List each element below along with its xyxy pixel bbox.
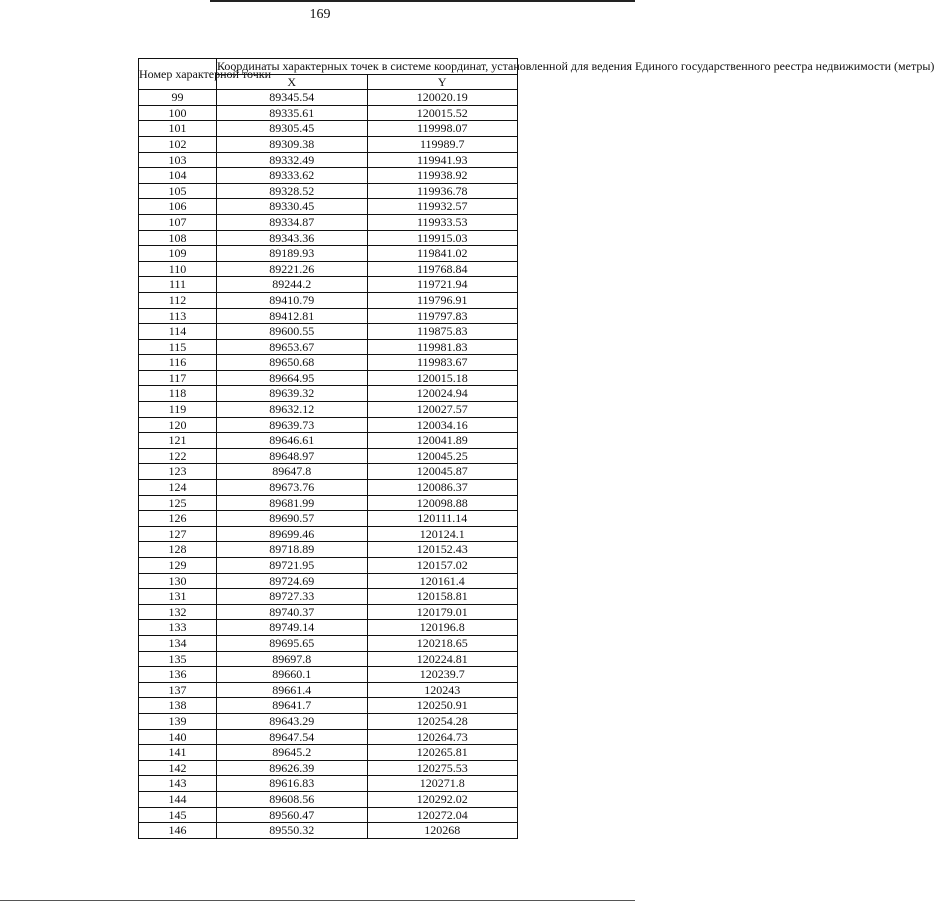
y-cell: 120250.91 [367, 698, 518, 714]
table-row [139, 308, 518, 324]
point-number-cell: 145 [139, 807, 217, 823]
point-number-cell: 121 [139, 433, 217, 449]
table-row [139, 526, 518, 542]
table-row [139, 292, 518, 308]
x-cell: 89653.67 [217, 339, 368, 355]
x-cell: 89749.14 [217, 620, 368, 636]
y-cell: 120179.01 [367, 604, 518, 620]
point-number-cell: 146 [139, 823, 217, 839]
point-number-cell: 141 [139, 745, 217, 761]
point-number-cell: 138 [139, 698, 217, 714]
point-number-cell: 123 [139, 464, 217, 480]
point-number-cell: 128 [139, 542, 217, 558]
y-cell: 119981.83 [367, 339, 518, 355]
point-number-cell: 139 [139, 713, 217, 729]
y-cell: 120041.89 [367, 433, 518, 449]
y-cell: 119797.83 [367, 308, 518, 324]
y-cell: 120224.81 [367, 651, 518, 667]
y-cell: 119938.92 [367, 168, 518, 184]
y-cell: 120275.53 [367, 760, 518, 776]
table-row [139, 261, 518, 277]
x-cell: 89699.46 [217, 526, 368, 542]
y-cell: 119875.83 [367, 324, 518, 340]
table-row [139, 776, 518, 792]
y-cell: 120020.19 [367, 90, 518, 106]
x-cell: 89333.62 [217, 168, 368, 184]
table-row [139, 480, 518, 496]
y-cell: 120243 [367, 682, 518, 698]
point-number-cell: 108 [139, 230, 217, 246]
x-cell: 89632.12 [217, 402, 368, 418]
point-number-cell: 133 [139, 620, 217, 636]
y-cell: 120015.18 [367, 370, 518, 386]
point-number-cell: 112 [139, 292, 217, 308]
x-cell: 89647.54 [217, 729, 368, 745]
table-row [139, 277, 518, 293]
y-cell: 120024.94 [367, 386, 518, 402]
table-row [139, 682, 518, 698]
table-row [139, 168, 518, 184]
point-number-cell: 99 [139, 90, 217, 106]
table-row [139, 713, 518, 729]
table-row [139, 729, 518, 745]
point-number-cell: 125 [139, 495, 217, 511]
point-number-cell: 140 [139, 729, 217, 745]
table-row [139, 464, 518, 480]
y-cell: 119983.67 [367, 355, 518, 371]
y-cell: 119941.93 [367, 152, 518, 168]
point-number-cell: 137 [139, 682, 217, 698]
y-cell: 120161.4 [367, 573, 518, 589]
point-number-header: Номер характерной точки [139, 59, 217, 90]
x-cell: 89560.47 [217, 807, 368, 823]
table-row [139, 355, 518, 371]
y-cell: 120015.52 [367, 105, 518, 121]
x-cell: 89626.39 [217, 760, 368, 776]
x-cell: 89343.36 [217, 230, 368, 246]
table-body [139, 90, 518, 839]
y-cell: 119989.7 [367, 136, 518, 152]
table-row [139, 183, 518, 199]
point-number-cell: 105 [139, 183, 217, 199]
table-row [139, 698, 518, 714]
x-cell: 89600.55 [217, 324, 368, 340]
y-cell: 120196.8 [367, 620, 518, 636]
y-cell: 120158.81 [367, 589, 518, 605]
x-header: X [217, 74, 368, 90]
x-cell: 89661.4 [217, 682, 368, 698]
point-number-cell: 131 [139, 589, 217, 605]
table-row [139, 136, 518, 152]
y-cell: 120272.04 [367, 807, 518, 823]
y-cell: 120271.8 [367, 776, 518, 792]
table-row [139, 433, 518, 449]
x-cell: 89330.45 [217, 199, 368, 215]
table-row [139, 121, 518, 137]
y-cell: 119915.03 [367, 230, 518, 246]
x-cell: 89664.95 [217, 370, 368, 386]
point-number-cell: 143 [139, 776, 217, 792]
x-cell: 89244.2 [217, 277, 368, 293]
point-number-cell: 109 [139, 246, 217, 262]
y-cell: 120268 [367, 823, 518, 839]
point-number-cell: 117 [139, 370, 217, 386]
x-cell: 89660.1 [217, 667, 368, 683]
x-cell: 89412.81 [217, 308, 368, 324]
page-number: 169 [309, 7, 331, 22]
y-cell: 119936.78 [367, 183, 518, 199]
x-cell: 89328.52 [217, 183, 368, 199]
table-row [139, 558, 518, 574]
x-cell: 89695.65 [217, 635, 368, 651]
point-number-cell: 103 [139, 152, 217, 168]
x-cell: 89639.73 [217, 417, 368, 433]
x-cell: 89616.83 [217, 776, 368, 792]
table-row [139, 386, 518, 402]
table-row [139, 370, 518, 386]
x-cell: 89189.93 [217, 246, 368, 262]
table-row [139, 604, 518, 620]
y-cell: 120292.02 [367, 791, 518, 807]
coordinates-table [138, 58, 934, 839]
point-number-cell: 142 [139, 760, 217, 776]
x-cell: 89724.69 [217, 573, 368, 589]
y-cell: 120045.25 [367, 448, 518, 464]
point-number-cell: 144 [139, 791, 217, 807]
y-cell: 120045.87 [367, 464, 518, 480]
y-cell: 119933.53 [367, 214, 518, 230]
y-cell: 120034.16 [367, 417, 518, 433]
y-cell: 120218.65 [367, 635, 518, 651]
table-row [139, 324, 518, 340]
table-row [139, 542, 518, 558]
point-number-cell: 116 [139, 355, 217, 371]
point-number-cell: 124 [139, 480, 217, 496]
table-row [139, 620, 518, 636]
table-row [139, 105, 518, 121]
x-cell: 89641.7 [217, 698, 368, 714]
y-cell: 120124.1 [367, 526, 518, 542]
x-cell: 89646.61 [217, 433, 368, 449]
y-cell: 120027.57 [367, 402, 518, 418]
point-number-cell: 118 [139, 386, 217, 402]
point-number-cell: 114 [139, 324, 217, 340]
y-cell: 120239.7 [367, 667, 518, 683]
point-number-cell: 134 [139, 635, 217, 651]
x-cell: 89309.38 [217, 136, 368, 152]
table-row [139, 246, 518, 262]
point-number-cell: 119 [139, 402, 217, 418]
table-row [139, 90, 518, 106]
x-cell: 89718.89 [217, 542, 368, 558]
x-cell: 89645.2 [217, 745, 368, 761]
point-number-cell: 115 [139, 339, 217, 355]
x-cell: 89721.95 [217, 558, 368, 574]
point-number-cell: 126 [139, 511, 217, 527]
y-cell: 120086.37 [367, 480, 518, 496]
table-row [139, 417, 518, 433]
point-number-cell: 122 [139, 448, 217, 464]
y-cell: 120111.14 [367, 511, 518, 527]
table-row [139, 635, 518, 651]
x-cell: 89740.37 [217, 604, 368, 620]
table-row [139, 573, 518, 589]
point-number-cell: 104 [139, 168, 217, 184]
x-cell: 89647.8 [217, 464, 368, 480]
point-number-cell: 110 [139, 261, 217, 277]
table-row [139, 667, 518, 683]
table-row [139, 823, 518, 839]
bottom-rule [0, 900, 635, 901]
point-number-cell: 135 [139, 651, 217, 667]
x-cell: 89673.76 [217, 480, 368, 496]
point-number-cell: 130 [139, 573, 217, 589]
table-row [139, 448, 518, 464]
table-row [139, 511, 518, 527]
x-cell: 89697.8 [217, 651, 368, 667]
y-cell: 120264.73 [367, 729, 518, 745]
table-row [139, 339, 518, 355]
point-number-cell: 102 [139, 136, 217, 152]
point-number-cell: 136 [139, 667, 217, 683]
x-cell: 89332.49 [217, 152, 368, 168]
y-cell: 119841.02 [367, 246, 518, 262]
table-row [139, 152, 518, 168]
x-cell: 89221.26 [217, 261, 368, 277]
table-row [139, 230, 518, 246]
y-cell: 119796.91 [367, 292, 518, 308]
x-cell: 89334.87 [217, 214, 368, 230]
y-header: Y [367, 74, 518, 90]
x-cell: 89681.99 [217, 495, 368, 511]
x-cell: 89550.32 [217, 823, 368, 839]
x-cell: 89727.33 [217, 589, 368, 605]
y-cell: 119721.94 [367, 277, 518, 293]
y-cell: 119932.57 [367, 199, 518, 215]
x-cell: 89305.45 [217, 121, 368, 137]
table-row [139, 760, 518, 776]
table-row [139, 495, 518, 511]
y-cell: 120152.43 [367, 542, 518, 558]
point-number-cell: 111 [139, 277, 217, 293]
table-row [139, 214, 518, 230]
table-row [139, 199, 518, 215]
x-cell: 89650.68 [217, 355, 368, 371]
x-cell: 89690.57 [217, 511, 368, 527]
point-number-cell: 127 [139, 526, 217, 542]
x-cell: 89639.32 [217, 386, 368, 402]
point-number-cell: 100 [139, 105, 217, 121]
table-row [139, 651, 518, 667]
y-cell: 119998.07 [367, 121, 518, 137]
x-cell: 89345.54 [217, 90, 368, 106]
point-number-cell: 106 [139, 199, 217, 215]
x-cell: 89335.61 [217, 105, 368, 121]
table-row [139, 402, 518, 418]
top-rule [210, 0, 635, 2]
y-cell: 120254.28 [367, 713, 518, 729]
y-cell: 120157.02 [367, 558, 518, 574]
table-row [139, 807, 518, 823]
y-cell: 120098.88 [367, 495, 518, 511]
table-row [139, 589, 518, 605]
x-cell: 89410.79 [217, 292, 368, 308]
table-row [139, 745, 518, 761]
table-row [139, 791, 518, 807]
point-number-cell: 113 [139, 308, 217, 324]
coordinates-header: Координаты характерных точек в системе координат, установленной для ведения Единого государственного реестра недвижимости (метры) [217, 59, 934, 73]
point-number-cell: 132 [139, 604, 217, 620]
point-number-cell: 129 [139, 558, 217, 574]
x-cell: 89643.29 [217, 713, 368, 729]
y-cell: 120265.81 [367, 745, 518, 761]
point-number-cell: 120 [139, 417, 217, 433]
point-number-cell: 107 [139, 214, 217, 230]
x-cell: 89608.56 [217, 791, 368, 807]
y-cell: 119768.84 [367, 261, 518, 277]
point-number-cell: 101 [139, 121, 217, 137]
x-cell: 89648.97 [217, 448, 368, 464]
